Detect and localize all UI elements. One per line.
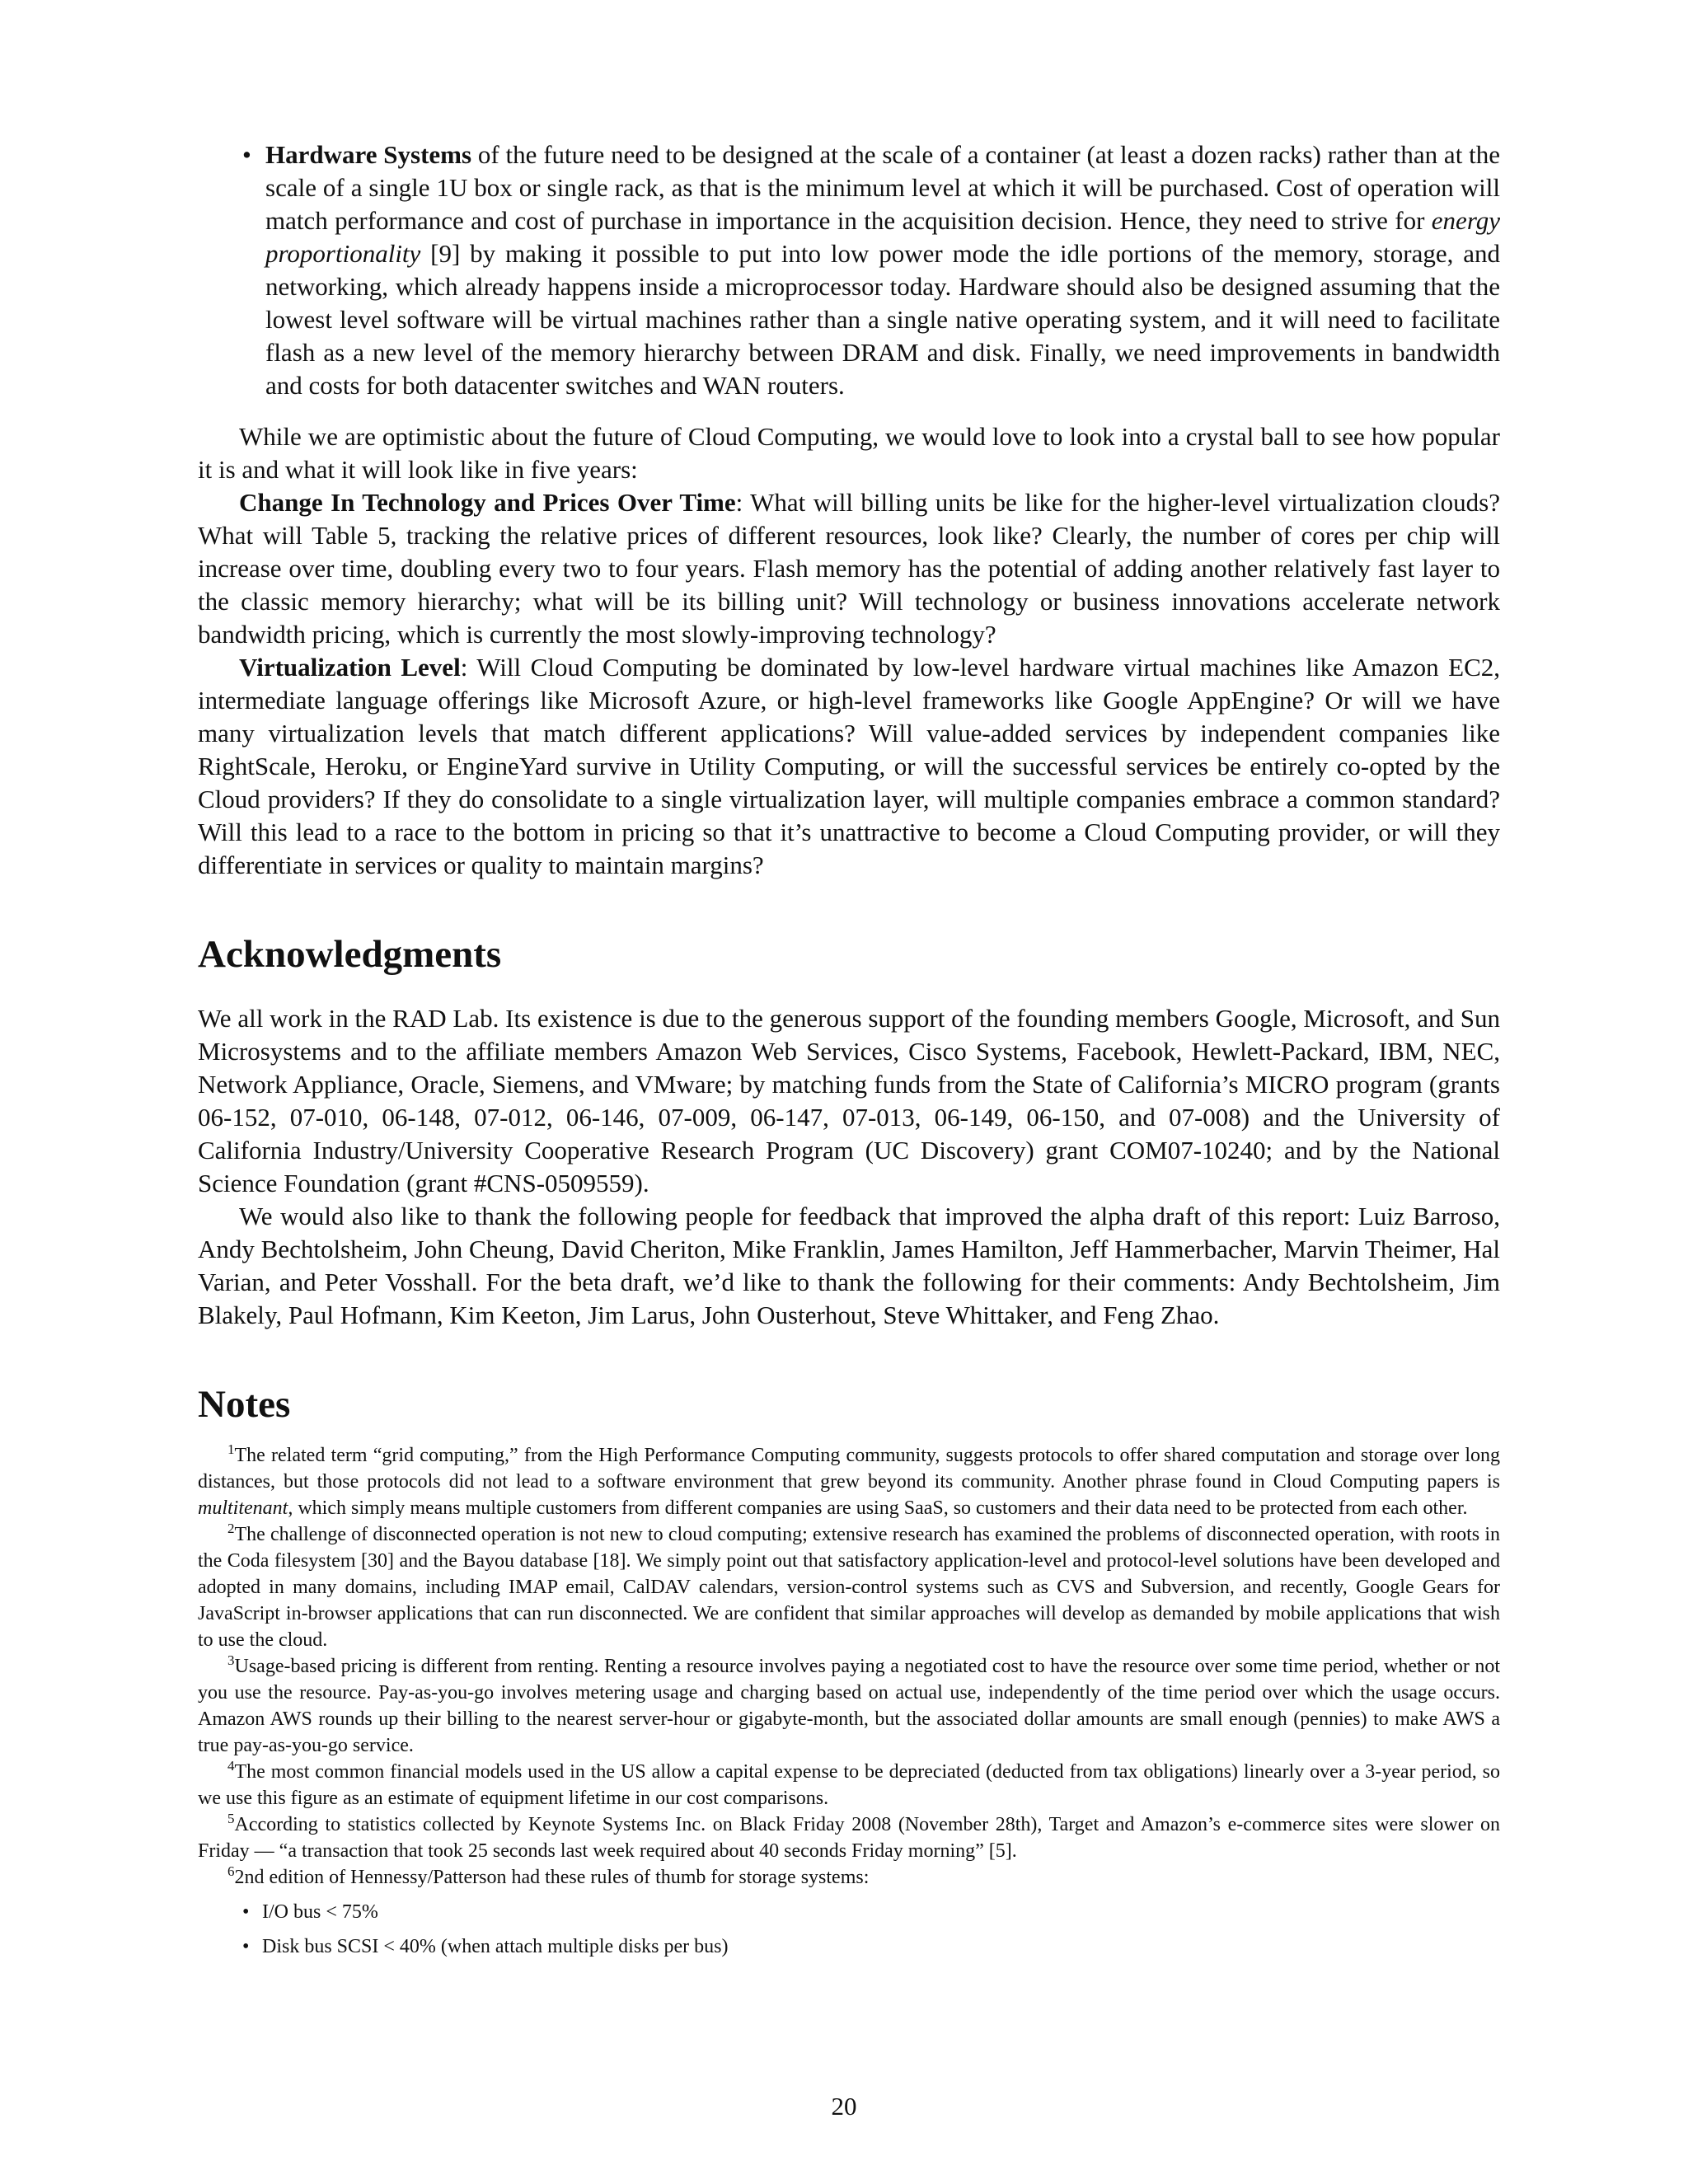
note-1-emphasis: multitenant (198, 1497, 288, 1519)
bullet-text-a: of the future need to be designed at the scale of a container (at least a dozen racks) rather than at the scale of a single 1U box or single rack, as that is the minimum level at which it will be purchased. Cost of operation will match performance and cost of purchase in importance in the acquisition decision. Hence, they need to strive for (265, 140, 1501, 235)
change-tech-paragraph (198, 486, 1500, 651)
note-2-number: 2 (227, 1521, 235, 1536)
note-2 (198, 1521, 1500, 1653)
hardware-systems-bullet (198, 138, 1500, 402)
notes-section (198, 1442, 1500, 1960)
acknowledgments-section (198, 1002, 1500, 1332)
note-3 (198, 1653, 1500, 1759)
note-4-text: The most common financial models used in the US allow a capital expense to be depreciated (deducted from tax obligations) linearly over a 3-year period, so we use this figure as an estimate of equipment lifetime in our cost comparisons. (198, 1761, 1500, 1809)
change-tech-term: Change In Technology and Prices Over Time (239, 488, 736, 517)
note-5 (198, 1811, 1500, 1864)
note-1-text-a: The related term “grid computing,” from the High Performance Computing community, suggests protocols to offer shared computation and storage over long distances, but those protocols did not lead to a software environment that grew beyond its community. Another phrase found in Cloud Computing papers is (198, 1445, 1500, 1493)
acknowledgments-heading: Acknowledgments (198, 933, 502, 976)
note-5-text: According to statistics collected by Keynote Systems Inc. on Black Friday 2008 (November 28th), Target and Amazon’s e-commerce sites were slower on Friday — “a transaction that took 25 seconds last week required about 40 seconds Friday morning” [5]. (198, 1814, 1500, 1862)
note-1-number: 1 (227, 1441, 235, 1457)
bullet-paragraph (265, 138, 1500, 402)
virtualization-paragraph (198, 651, 1500, 882)
note-1 (198, 1442, 1500, 1521)
note-5-number: 5 (227, 1811, 235, 1826)
bullet-icon: • (242, 1936, 250, 1957)
note-3-text: Usage-based pricing is different from renting. Renting a resource involves paying a negotiated cost to have the resource over some time period, whether or not you use the resource. Pay-as-you-go involves metering usage and charging based on actual use, independently of the time period over which the usage occurs. Amazon AWS rounds up their billing to the nearest server-hour or gigabyte-month, but the associated dollar amounts are small enough (pennies) to make AWS a true pay-as-you-go service. (198, 1656, 1500, 1756)
note-6-text: 2nd edition of Hennessy/Patterson had these rules of thumb for storage systems: (234, 1867, 870, 1888)
list-item-text: Disk bus SCSI < 40% (when attach multiple disks per bus) (262, 1936, 729, 1957)
bullet-emphasis: energy proportionality (265, 206, 1500, 268)
bullet-icon: • (242, 140, 251, 169)
virtualization-term: Virtualization Level (239, 653, 461, 682)
acknowledgments-paragraph-2: We would also like to thank the following people for feedback that improved the alpha draft of this report: Luiz Barroso, Andy Bechtolsheim, John Cheung, David Cheriton, Mike Franklin, James Hamilton, Jeff Hammerbacher, Marvin Theimer, Hal Varian, and Peter Vosshall. For the beta draft, we’d like to thank the following for their comments: Andy Bechtolsheim, Jim Blakely, Paul Hofmann, Kim Keeton, Jim Larus, John Ousterhout, Steve Whittaker, and Feng Zhao. (198, 1202, 1500, 1329)
notes-heading: Notes (198, 1383, 291, 1426)
note-6-number: 6 (227, 1863, 235, 1879)
note-1-text-b: , which simply means multiple customers from different companies are using SaaS, so customers and their data need to be protected from each other. (288, 1497, 1468, 1519)
virtualization-text: : Will Cloud Computing be dominated by low-level hardware virtual machines like Amazon EC2, intermediate language offerings like Microsoft Azure, or high-level frameworks like Google AppEngine? Or will we have many virtualization levels that match different applications? Will value-added services by independent companies like RightScale, Heroku, or EngineYard survive in Utility Computing, or will the successful services be entirely co-opted by the Cloud providers? If they do consolidate to a single virtualization layer, will multiple companies embrace a common standard? Will this lead to a race to the bottom in pricing so that it’s unattractive to become a Cloud Computing provider, or will they differentiate in services or quality to maintain margins? (198, 653, 1500, 879)
page-number: 20 (831, 2092, 857, 2121)
bullet-term: Hardware Systems (265, 140, 472, 169)
list-item-text: I/O bus < 75% (262, 1901, 378, 1923)
list-item (198, 1933, 1500, 1960)
bullet-icon: • (242, 1901, 250, 1923)
note-3-number: 3 (227, 1652, 235, 1668)
intro-paragraph: While we are optimistic about the future of Cloud Computing, we would love to look into a crystal ball to see how popular it is and what it will look like in five years: (198, 422, 1500, 484)
note-4 (198, 1759, 1500, 1811)
note-4-number: 4 (227, 1758, 235, 1774)
note-2-text: The challenge of disconnected operation is not new to cloud computing; extensive research has examined the problems of disconnected operation, with roots in the Coda filesystem [30] and the Bayou database [18]. We simply point out that satisfactory application-level and protocol-level solutions have been developed and adopted in many domains, including IMAP email, CalDAV calendars, version-control systems such as CVS and Subversion, and recently, Google Gears for JavaScript in-browser applications that can run disconnected. We are confident that similar approaches will develop as demanded by mobile applications that wish to use the cloud. (198, 1524, 1500, 1651)
acknowledgments-paragraph-1: We all work in the RAD Lab. Its existence is due to the generous support of the founding members Google, Microsoft, and Sun Microsystems and to the affiliate members Amazon Web Services, Cisco Systems, Facebook, Hewlett-Packard, IBM, NEC, Network Appliance, Oracle, Siemens, and VMware; by matching funds from the State of California’s MICRO program (grants 06-152, 07-010, 06-148, 07-012, 06-146, 07-009, 06-147, 07-013, 06-149, 06-150, and 07-008) and the University of California Industry/University Cooperative Research Program (UC Discovery) grant COM07-10240; and by the National Science Foundation (grant #CNS-0509559). (198, 1004, 1500, 1197)
note-6-list (198, 1899, 1500, 1960)
change-tech-text: : What will billing units be like for the higher-level virtualization clouds? What will Table 5, tracking the relative prices of different resources, look like? Clearly, the number of cores per chip will increase over time, doubling every two to four years. Flash memory has the potential of adding another relatively fast layer to the classic memory hierarchy; what will be its billing unit? Will technology or business innovations accelerate network bandwidth pricing, which is currently the most slowly-improving technology? (198, 488, 1501, 649)
bullet-text-b: [9] by making it possible to put into low power mode the idle portions of the memory, storage, and networking, which already happens inside a microprocessor today. Hardware should also be designed assuming that the lowest level software will be virtual machines rather than a single native operating system, and it will need to facilitate flash as a new level of the memory hierarchy between DRAM and disk. Finally, we need improvements in bandwidth and costs for both datacenter switches and WAN routers. (265, 239, 1500, 400)
list-item (198, 1899, 1500, 1925)
note-6 (198, 1864, 1500, 1891)
future-paragraphs (198, 420, 1500, 882)
page-content (198, 138, 1500, 1960)
